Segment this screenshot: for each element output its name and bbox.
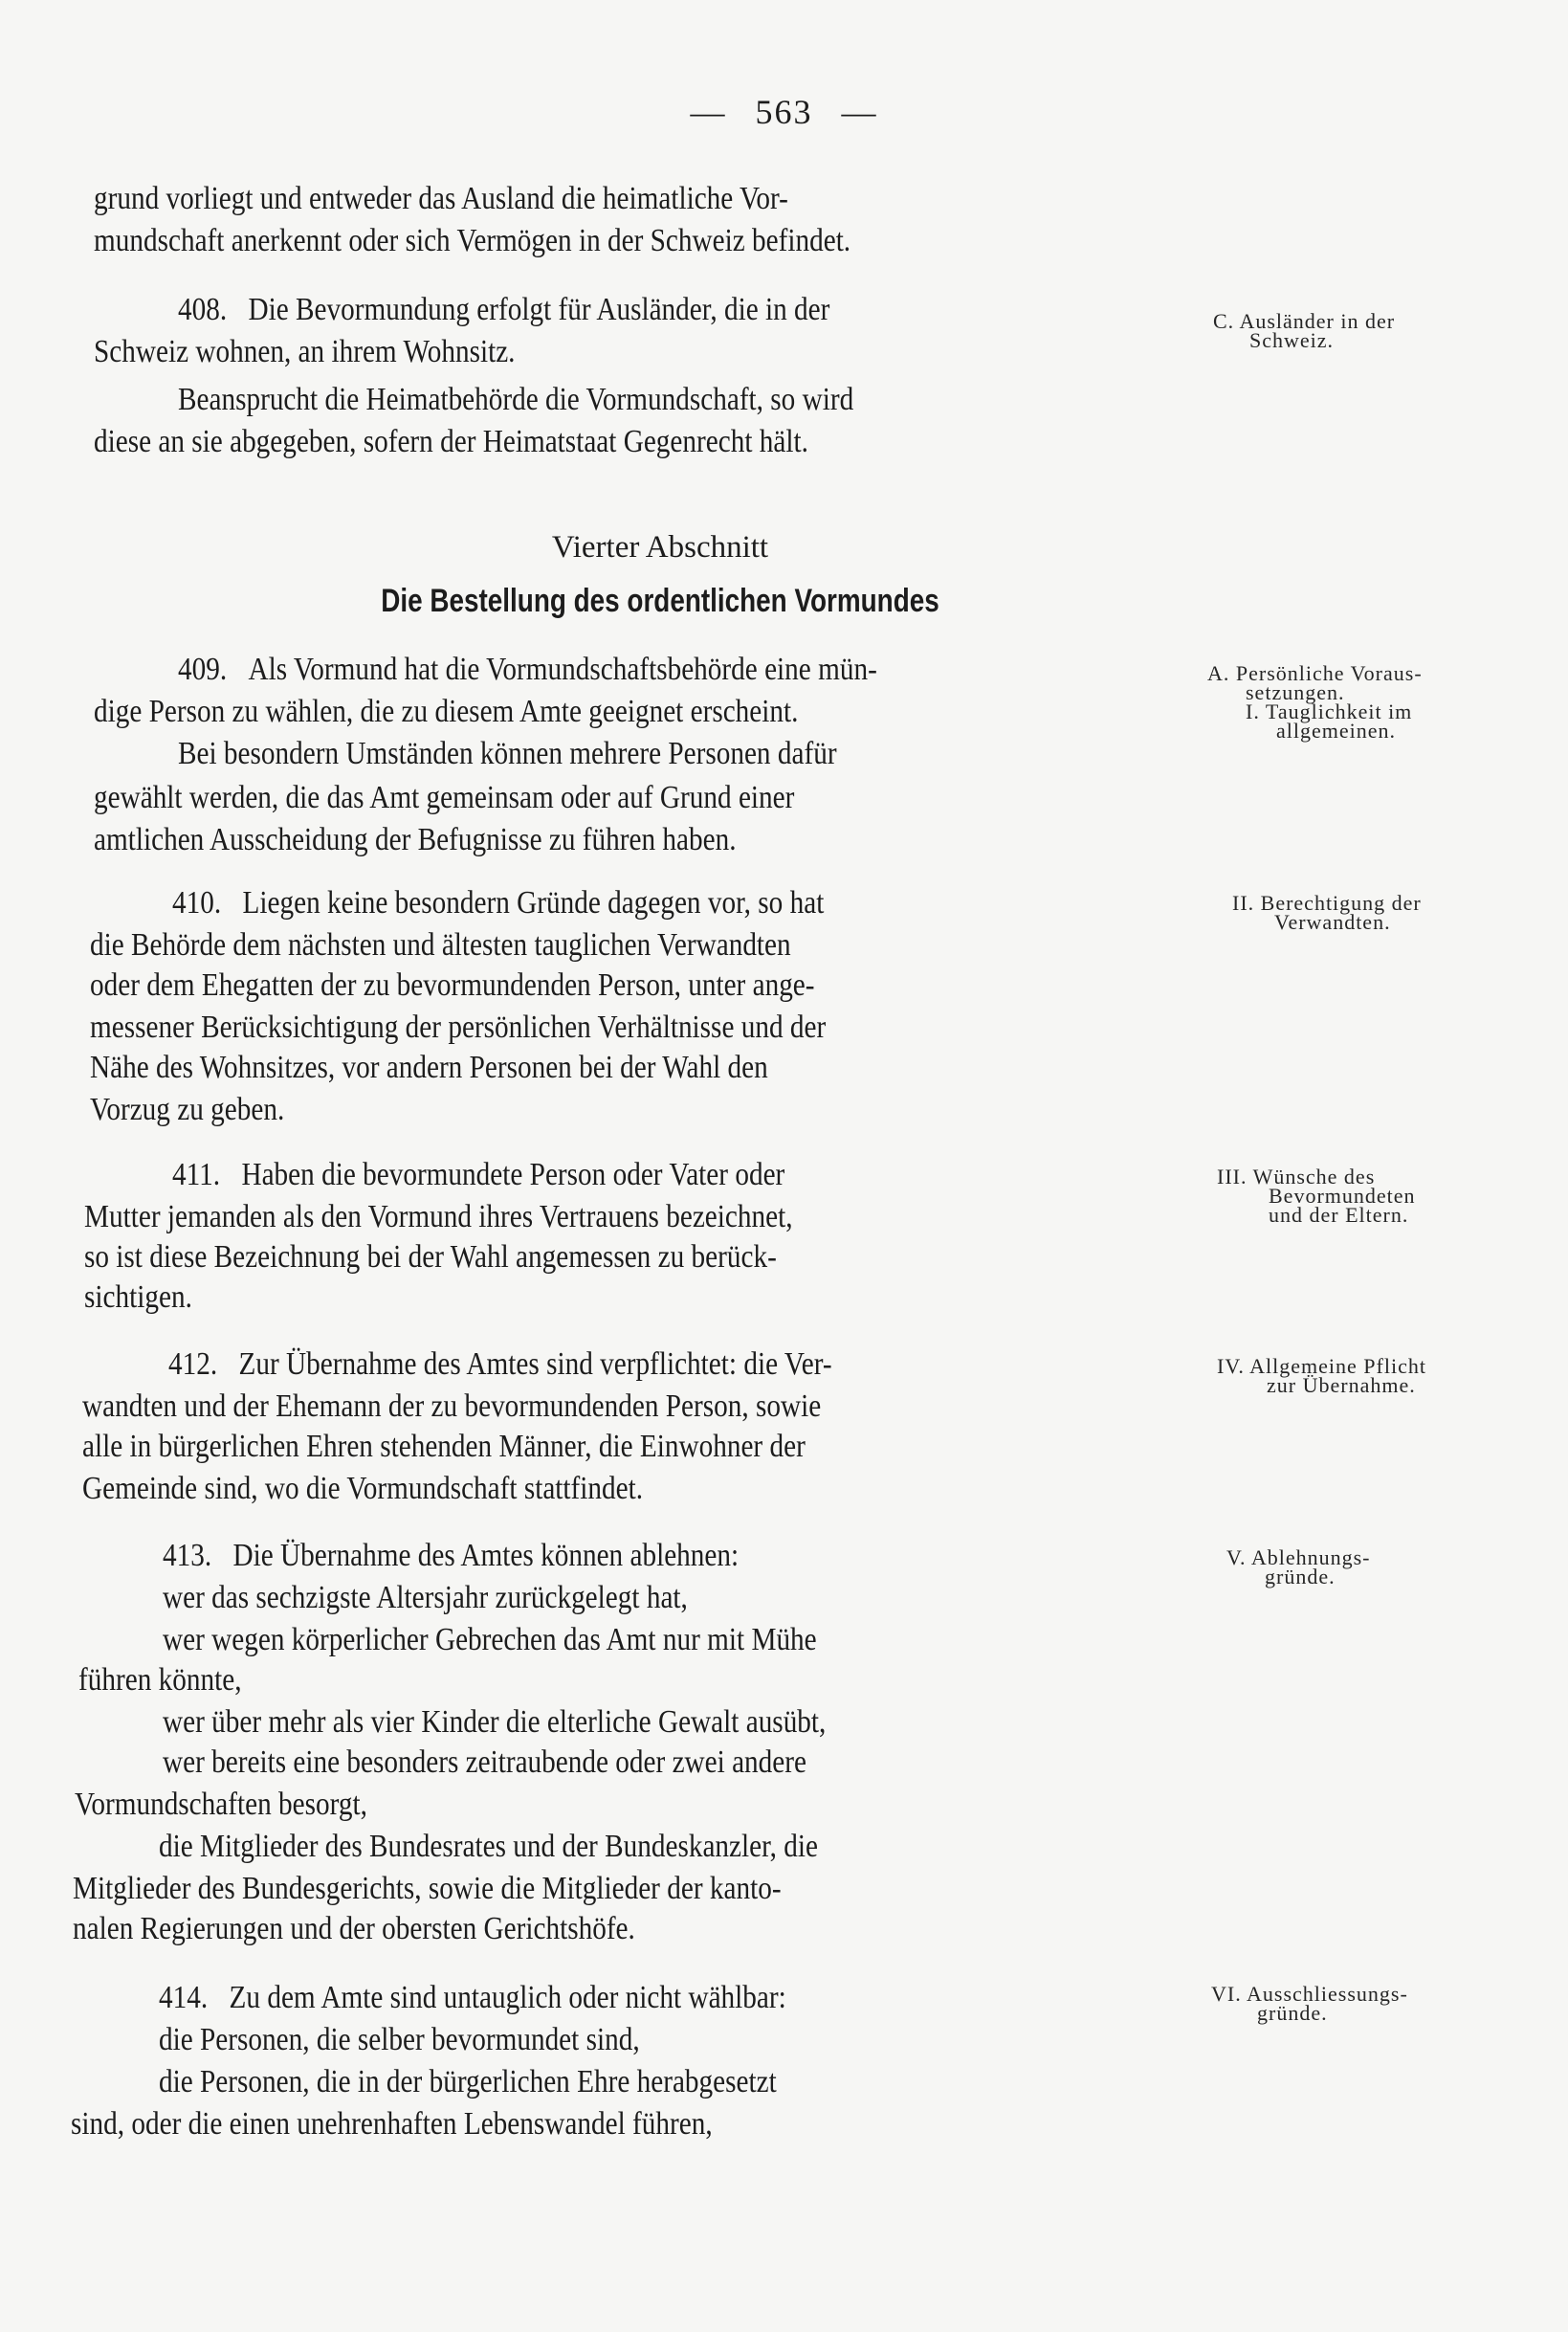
- text-line: nalen Regierungen und der obersten Gerichtshöfe.: [73, 1911, 635, 1946]
- margin-note-line: gründe.: [1257, 2001, 1328, 2025]
- margin-note-line: Schweiz.: [1249, 328, 1335, 352]
- page-number-dash-left: —: [690, 93, 727, 131]
- article-first-line: [163, 1537, 739, 1575]
- text-line: grund vorliegt und entweder das Ausland die heimatliche Vor-: [94, 181, 788, 216]
- text-line: die Personen, die in der bürgerlichen Ehre herabgesetzt: [159, 2064, 777, 2099]
- text-line: Mitglieder des Bundesgerichts, sowie die Mitglieder der kanto-: [73, 1871, 782, 1906]
- text-line: wer bereits eine besonders zeitraubende oder zwei andere: [163, 1744, 807, 1780]
- article-number: 408.: [178, 292, 228, 327]
- text-line: Mutter jemanden als den Vormund ihres Vertrauens bezeichnet,: [84, 1199, 793, 1234]
- text-line: sind, oder die einen unehrenhaften Lebenswandel führen,: [71, 2106, 713, 2142]
- text-line: Beansprucht die Heimatbehörde die Vormundschaft, so wird: [178, 382, 854, 417]
- text-line: mundschaft anerkennt oder sich Vermögen in der Schweiz befindet.: [94, 223, 851, 258]
- text-line: gewählt werden, die das Amt gemeinsam oder auf Grund einer: [94, 780, 795, 815]
- margin-note-line: III. Wünsche des: [1217, 1165, 1376, 1188]
- section-label: Vierter Abschnitt: [551, 530, 769, 565]
- margin-note-412: [1217, 1354, 1426, 1397]
- text-line: Gemeinde sind, wo die Vormundschaft stattfindet.: [82, 1471, 644, 1506]
- margin-note-line: A. Persönliche Voraus-: [1207, 661, 1423, 685]
- article-number: 411.: [172, 1157, 221, 1192]
- article-number: 409.: [178, 652, 228, 687]
- margin-note-line: IV. Allgemeine Pflicht: [1217, 1354, 1426, 1378]
- margin-note-411: [1217, 1167, 1416, 1225]
- section-title: Die Bestellung des ordentlichen Vormundes: [381, 583, 939, 619]
- text-line: messener Berücksichtigung der persönlichen Verhältnisse und der: [90, 1010, 827, 1045]
- text-line: wandten und der Ehemann der zu bevormundenden Person, sowie: [82, 1388, 822, 1424]
- margin-note-line: Verwandten.: [1274, 910, 1391, 934]
- article-first-line: [178, 651, 877, 689]
- article-number: 413.: [163, 1538, 212, 1573]
- text-line: Nähe des Wohnsitzes, vor andern Personen bei der Wahl den: [90, 1050, 768, 1085]
- page-number-value: 563: [755, 93, 813, 131]
- margin-note-line: allgemeinen.: [1276, 719, 1397, 743]
- margin-note-line: zur Übernahme.: [1267, 1373, 1416, 1397]
- margin-note-line: setzungen.: [1246, 680, 1345, 704]
- text-line: Vormundschaften besorgt,: [75, 1787, 367, 1822]
- text-line: Zu dem Amte sind untauglich oder nicht wählbar:: [229, 1980, 786, 2015]
- text-line: Vorzug zu geben.: [90, 1092, 285, 1127]
- margin-note-line: V. Ablehnungs-: [1226, 1545, 1371, 1569]
- margin-note-line: und der Eltern.: [1269, 1203, 1409, 1227]
- text-line: Bei besondern Umständen können mehrere Personen dafür: [178, 736, 837, 771]
- text-line: wer über mehr als vier Kinder die elterliche Gewalt ausübt,: [163, 1704, 827, 1740]
- text-line: wer wegen körperlicher Gebrechen das Amt nur mit Mühe: [163, 1622, 817, 1657]
- article-first-line: [159, 1979, 786, 2017]
- margin-note-line: C. Ausländer in der: [1213, 309, 1396, 333]
- article-number: 412.: [168, 1346, 218, 1382]
- margin-note-line: I. Tauglichkeit im: [1246, 700, 1413, 723]
- article-first-line: [172, 1156, 784, 1194]
- margin-note-414: [1211, 1982, 1408, 2025]
- page-number-dash-right: —: [841, 93, 878, 131]
- margin-note-408: [1213, 309, 1396, 352]
- margin-note-409: [1207, 661, 1423, 743]
- article-first-line: [172, 884, 824, 922]
- margin-note-410: [1232, 891, 1422, 934]
- margin-note-line: II. Berechtigung der: [1232, 891, 1422, 915]
- text-line: Zur Übernahme des Amtes sind verpflichtet: die Ver-: [238, 1346, 832, 1382]
- text-line: Die Bevormundung erfolgt für Ausländer, die in der: [248, 292, 830, 327]
- margin-note-line: VI. Ausschliessungs-: [1211, 1982, 1408, 2006]
- text-line: diese an sie abgegeben, sofern der Heimatstaat Gegenrecht hält.: [94, 424, 808, 459]
- article-number: 414.: [159, 1980, 209, 2015]
- text-line: amtlichen Ausscheidung der Befugnisse zu führen haben.: [94, 822, 737, 857]
- margin-note-line: Bevormundeten: [1269, 1184, 1416, 1208]
- text-line: alle in bürgerlichen Ehren stehenden Männer, die Einwohner der: [82, 1429, 806, 1464]
- text-line: die Personen, die selber bevormundet sind,: [159, 2022, 640, 2057]
- margin-note-413: [1226, 1545, 1371, 1588]
- text-line: Die Übernahme des Amtes können ablehnen:: [232, 1538, 740, 1573]
- page-number: [0, 92, 1568, 132]
- text-line: führen könnte,: [78, 1662, 242, 1698]
- text-line: Schweiz wohnen, an ihrem Wohnsitz.: [94, 334, 516, 369]
- article-first-line: [178, 291, 829, 329]
- text-line: dige Person zu wählen, die zu diesem Amte geeignet erscheint.: [94, 694, 799, 729]
- margin-note-line: gründe.: [1265, 1565, 1336, 1588]
- text-line: oder dem Ehegatten der zu bevormundenden Person, unter ange-: [90, 967, 815, 1003]
- text-line: so ist diese Bezeichnung bei der Wahl angemessen zu berück-: [84, 1239, 777, 1275]
- text-line: wer das sechzigste Altersjahr zurückgelegt hat,: [163, 1580, 688, 1615]
- text-line: Als Vormund hat die Vormundschaftsbehörde eine mün-: [248, 652, 877, 687]
- text-line: Liegen keine besondern Gründe dagegen vor, so hat: [242, 885, 825, 921]
- text-line: sichtigen.: [84, 1279, 192, 1315]
- text-line: Haben die bevormundete Person oder Vater oder: [241, 1157, 785, 1192]
- text-line: die Behörde dem nächsten und ältesten tauglichen Verwandten: [90, 927, 791, 963]
- article-number: 410.: [172, 885, 222, 921]
- article-first-line: [168, 1345, 832, 1384]
- text-line: die Mitglieder des Bundesrates und der Bundeskanzler, die: [159, 1829, 819, 1864]
